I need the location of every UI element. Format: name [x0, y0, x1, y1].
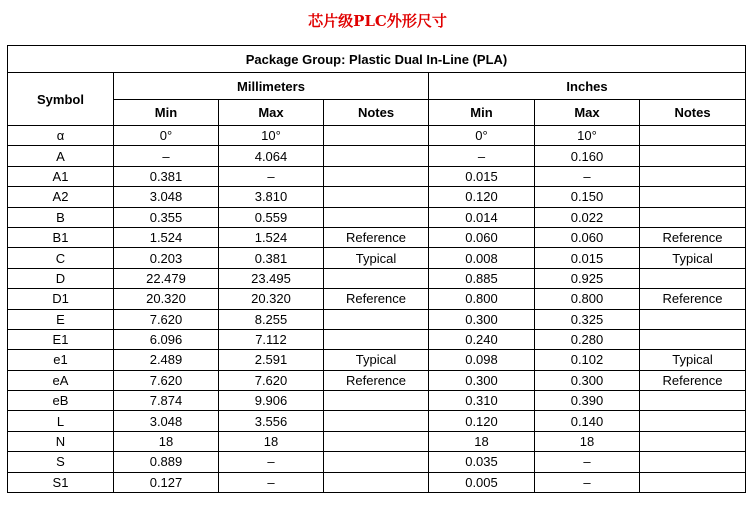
cell-mm-min: 3.048	[114, 187, 219, 207]
cell-in-min: 0.120	[429, 411, 535, 431]
cell-mm-min: 0.203	[114, 248, 219, 268]
table-row	[8, 350, 746, 370]
cell-in-notes	[640, 452, 746, 472]
column-header-mm-min: Min	[114, 100, 219, 126]
cell-mm-min: 0.889	[114, 452, 219, 472]
cell-mm-max: –	[219, 166, 324, 186]
cell-in-notes	[640, 391, 746, 411]
cell-in-min: 0.060	[429, 227, 535, 247]
cell-in-min: 0.300	[429, 309, 535, 329]
cell-mm-min: 3.048	[114, 411, 219, 431]
cell-in-notes	[640, 472, 746, 492]
cell-mm-notes	[324, 391, 429, 411]
cell-in-max: 0.160	[535, 146, 640, 166]
cell-mm-notes	[324, 268, 429, 288]
cell-symbol: eA	[8, 370, 114, 390]
cell-in-min: 0.015	[429, 166, 535, 186]
cell-in-notes	[640, 411, 746, 431]
cell-in-notes: Reference	[640, 370, 746, 390]
column-header-in-notes: Notes	[640, 100, 746, 126]
cell-mm-notes: Reference	[324, 370, 429, 390]
cell-in-notes	[640, 207, 746, 227]
cell-mm-min: 7.874	[114, 391, 219, 411]
table-row	[8, 391, 746, 411]
cell-mm-max: –	[219, 472, 324, 492]
cell-symbol: B1	[8, 227, 114, 247]
cell-mm-max: 23.495	[219, 268, 324, 288]
column-header-in-max: Max	[535, 100, 640, 126]
cell-mm-min: 22.479	[114, 268, 219, 288]
table-caption-row	[8, 46, 746, 73]
group-header-millimeters: Millimeters	[114, 73, 429, 100]
cell-mm-max: 20.320	[219, 289, 324, 309]
cell-in-notes: Typical	[640, 350, 746, 370]
cell-in-min: 0.098	[429, 350, 535, 370]
cell-mm-max: 7.112	[219, 329, 324, 349]
table-row	[8, 187, 746, 207]
cell-in-notes	[640, 309, 746, 329]
cell-in-max: –	[535, 166, 640, 186]
dimensions-table	[7, 45, 746, 493]
cell-in-max: –	[535, 472, 640, 492]
cell-symbol: S1	[8, 472, 114, 492]
cell-in-min: 0.800	[429, 289, 535, 309]
table-row	[8, 146, 746, 166]
table-row	[8, 126, 746, 146]
cell-mm-notes: Typical	[324, 248, 429, 268]
table-row	[8, 207, 746, 227]
cell-mm-min: 18	[114, 431, 219, 451]
cell-in-min: –	[429, 146, 535, 166]
group-header-inches: Inches	[429, 73, 746, 100]
cell-symbol: eB	[8, 391, 114, 411]
cell-symbol: C	[8, 248, 114, 268]
cell-mm-min: 6.096	[114, 329, 219, 349]
cell-in-min: 0.014	[429, 207, 535, 227]
cell-mm-max: 9.906	[219, 391, 324, 411]
cell-mm-notes	[324, 146, 429, 166]
cell-in-max: 0.015	[535, 248, 640, 268]
cell-mm-max: 4.064	[219, 146, 324, 166]
page-title: 芯片级PLC外形尺寸	[308, 12, 447, 30]
table-row	[8, 472, 746, 492]
table-row	[8, 411, 746, 431]
cell-mm-notes: Reference	[324, 227, 429, 247]
column-header-row	[8, 100, 746, 126]
cell-in-notes	[640, 431, 746, 451]
column-header-in-min: Min	[429, 100, 535, 126]
cell-mm-max: 7.620	[219, 370, 324, 390]
cell-mm-notes: Reference	[324, 289, 429, 309]
cell-symbol: S	[8, 452, 114, 472]
cell-in-notes: Reference	[640, 289, 746, 309]
table-row	[8, 268, 746, 288]
cell-mm-max: 3.810	[219, 187, 324, 207]
table-body	[8, 126, 746, 493]
cell-mm-notes	[324, 452, 429, 472]
cell-in-min: 0.008	[429, 248, 535, 268]
table-row	[8, 248, 746, 268]
cell-in-min: 18	[429, 431, 535, 451]
cell-in-notes	[640, 329, 746, 349]
cell-symbol: N	[8, 431, 114, 451]
cell-mm-max: 3.556	[219, 411, 324, 431]
cell-mm-min: 1.524	[114, 227, 219, 247]
cell-in-max: 0.022	[535, 207, 640, 227]
cell-mm-max: 2.591	[219, 350, 324, 370]
cell-mm-max: 18	[219, 431, 324, 451]
cell-mm-notes	[324, 207, 429, 227]
table-row	[8, 452, 746, 472]
cell-mm-notes	[324, 126, 429, 146]
cell-mm-max: 1.524	[219, 227, 324, 247]
column-header-symbol: Symbol	[8, 73, 114, 126]
cell-mm-min: 0.127	[114, 472, 219, 492]
table-caption: Package Group: Plastic Dual In-Line (PLA)	[8, 46, 746, 73]
unit-group-row	[8, 73, 746, 100]
table-row	[8, 227, 746, 247]
cell-in-notes	[640, 146, 746, 166]
cell-mm-notes	[324, 309, 429, 329]
cell-mm-max: 8.255	[219, 309, 324, 329]
cell-in-max: 10°	[535, 126, 640, 146]
column-header-mm-max: Max	[219, 100, 324, 126]
table-row	[8, 289, 746, 309]
cell-in-notes	[640, 268, 746, 288]
cell-in-min: 0.035	[429, 452, 535, 472]
cell-mm-notes	[324, 411, 429, 431]
cell-mm-notes	[324, 166, 429, 186]
cell-symbol: α	[8, 126, 114, 146]
column-header-mm-notes: Notes	[324, 100, 429, 126]
cell-in-notes: Typical	[640, 248, 746, 268]
cell-symbol: B	[8, 207, 114, 227]
cell-in-max: 0.390	[535, 391, 640, 411]
table-row	[8, 329, 746, 349]
cell-mm-notes: Typical	[324, 350, 429, 370]
cell-symbol: E	[8, 309, 114, 329]
cell-symbol: E1	[8, 329, 114, 349]
cell-mm-min: 0.381	[114, 166, 219, 186]
cell-mm-max: –	[219, 452, 324, 472]
table-row	[8, 309, 746, 329]
cell-mm-min: 7.620	[114, 309, 219, 329]
cell-symbol: D	[8, 268, 114, 288]
cell-symbol: D1	[8, 289, 114, 309]
cell-mm-max: 0.381	[219, 248, 324, 268]
cell-mm-max: 0.559	[219, 207, 324, 227]
cell-in-max: 0.150	[535, 187, 640, 207]
cell-mm-notes	[324, 431, 429, 451]
cell-mm-notes	[324, 329, 429, 349]
cell-symbol: e1	[8, 350, 114, 370]
table-row	[8, 166, 746, 186]
cell-in-max: 0.325	[535, 309, 640, 329]
cell-in-max: 0.280	[535, 329, 640, 349]
cell-mm-notes	[324, 187, 429, 207]
cell-in-min: 0°	[429, 126, 535, 146]
cell-in-notes: Reference	[640, 227, 746, 247]
cell-in-min: 0.240	[429, 329, 535, 349]
cell-in-max: 0.060	[535, 227, 640, 247]
cell-in-max: –	[535, 452, 640, 472]
cell-mm-min: –	[114, 146, 219, 166]
cell-in-min: 0.005	[429, 472, 535, 492]
cell-mm-min: 2.489	[114, 350, 219, 370]
cell-in-max: 18	[535, 431, 640, 451]
cell-in-min: 0.120	[429, 187, 535, 207]
cell-in-min: 0.885	[429, 268, 535, 288]
cell-in-notes	[640, 126, 746, 146]
cell-in-min: 0.300	[429, 370, 535, 390]
cell-mm-notes	[324, 472, 429, 492]
cell-mm-min: 0.355	[114, 207, 219, 227]
cell-mm-min: 7.620	[114, 370, 219, 390]
table-row	[8, 431, 746, 451]
cell-mm-min: 0°	[114, 126, 219, 146]
cell-in-max: 0.140	[535, 411, 640, 431]
cell-symbol: A2	[8, 187, 114, 207]
table-row	[8, 370, 746, 390]
cell-in-max: 0.925	[535, 268, 640, 288]
cell-symbol: A	[8, 146, 114, 166]
cell-in-max: 0.800	[535, 289, 640, 309]
cell-symbol: L	[8, 411, 114, 431]
cell-mm-max: 10°	[219, 126, 324, 146]
cell-in-max: 0.102	[535, 350, 640, 370]
cell-mm-min: 20.320	[114, 289, 219, 309]
cell-symbol: A1	[8, 166, 114, 186]
cell-in-max: 0.300	[535, 370, 640, 390]
cell-in-min: 0.310	[429, 391, 535, 411]
cell-in-notes	[640, 187, 746, 207]
cell-in-notes	[640, 166, 746, 186]
